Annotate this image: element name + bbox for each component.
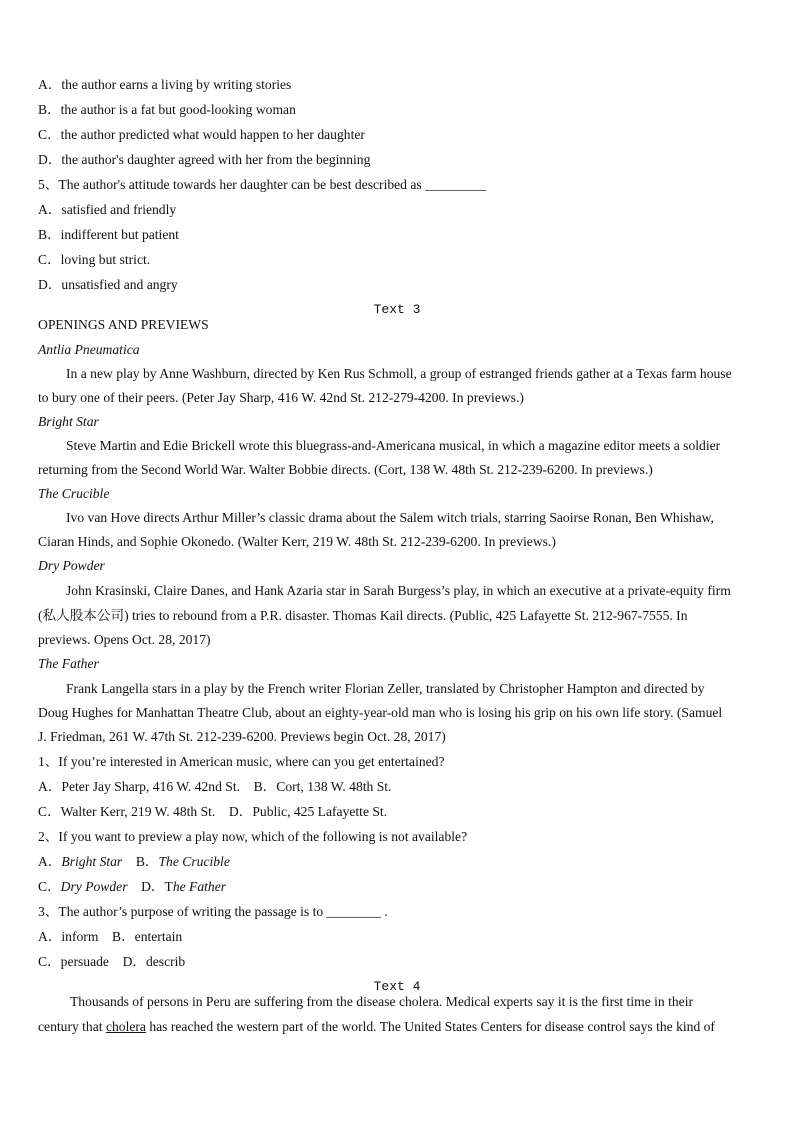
indent-line (66, 366, 732, 382)
text-segment: Ciaran Hinds, and Sophie Okonedo. (Walter Kerr, 219 W. 48th St. 212-239-6200. In previews.) (38, 534, 556, 549)
play-title-line (38, 558, 105, 574)
option-line (38, 252, 150, 268)
text-segment: to bury one of their peers. (Peter Jay Sharp, 416 W. 42nd St. 212-279-4200. In previews.) (38, 390, 524, 405)
italic-text: The Father (38, 656, 99, 671)
indent-line (66, 510, 714, 526)
italic-text: Bright Star (61, 854, 123, 869)
option-line (38, 954, 185, 970)
option-line (38, 929, 182, 945)
play-title-line (38, 656, 99, 672)
text-segment: 2、If you want to preview a play now, which of the following is not available? (38, 829, 468, 844)
text-line (38, 705, 722, 721)
text-segment: B．indifferent but patient (38, 227, 179, 242)
text-segment: D．the author's daughter agreed with her from the beginning (38, 152, 371, 167)
text-segment: Doug Hughes for Manhattan Theatre Club, about an eighty-year-old man who is losing his grip on his own life story. (Samuel (38, 705, 723, 720)
text-segment: 3、The author’s purpose of writing the passage is to ________ . (38, 904, 388, 919)
text-line (38, 1019, 715, 1035)
indent2-line (70, 994, 693, 1010)
play-title-line (38, 342, 140, 358)
option-line (38, 879, 226, 895)
italic-text: The Crucible (38, 486, 110, 501)
text-line (38, 462, 653, 478)
option-line (38, 102, 296, 118)
question-line (38, 754, 445, 770)
text-segment: John Krasinski, Claire Danes, and Hank Azaria star in Sarah Burgess’s play, in which an executive at a private-equity firm (66, 583, 731, 598)
text-segment: 5、The author's attitude towards her daughter can be best described as _________ (38, 177, 487, 192)
text-segment: Ivo van Hove directs Arthur Miller’s classic drama about the Salem witch trials, starring Saoirse Ronan, Ben Whishaw, (66, 510, 714, 525)
text-segment: D．unsatisfied and angry (38, 277, 178, 292)
text-line (38, 608, 688, 624)
question-line (38, 904, 388, 920)
italic-text: Dry Powder (60, 879, 128, 894)
heading-line (38, 317, 209, 333)
text-segment: returning from the Second World War. Walter Bobbie directs. (Cort, 138 W. 48th St. 212-239-6200. In previews.) (38, 462, 653, 477)
italic-text: he Father (172, 879, 227, 894)
text-segment: B． (122, 854, 159, 869)
text-segment: B．the author is a fat but good-looking woman (38, 102, 296, 117)
text-segment: J. Friedman, 261 W. 47th St. 212-239-6200. Previews begin Oct. 28, 2017) (38, 729, 446, 744)
text-segment: previews. Opens Oct. 28, 2017) (38, 632, 211, 647)
text-segment: A． (38, 854, 62, 869)
play-title-line (38, 486, 109, 502)
text-segment: Text 4 (373, 979, 421, 994)
question-line (38, 177, 486, 193)
play-title-line (38, 414, 99, 430)
text-segment: (私人股本公司) tries to rebound from a P.R. disaster. Thomas Kail directs. (Public, 425 Lafayette St. 212-967-7555. In (38, 608, 688, 623)
text-segment: Thousands of persons in Peru are suffering from the disease cholera. Medical experts say it is the first time in their (70, 994, 694, 1009)
text-segment: has reached the western part of the world. The United States Centers for disease control says the kind of (145, 1019, 715, 1034)
option-line (38, 77, 291, 93)
text-line (38, 534, 556, 550)
text-line (38, 390, 524, 406)
text-segment: A．inform B．entertain (38, 929, 183, 944)
text-segment: A．Peter Jay Sharp, 416 W. 42nd St. B．Cort, 138 W. 48th St. (38, 779, 392, 794)
text-segment: D．T (127, 879, 173, 894)
indent-line (66, 681, 705, 697)
title-line (0, 302, 794, 318)
indent-line (66, 583, 731, 599)
text-segment: Text 3 (373, 302, 421, 317)
option-line (38, 277, 178, 293)
option-line (38, 227, 179, 243)
text-segment: A．satisfied and friendly (38, 202, 177, 217)
text-segment: C．persuade D．describ (38, 954, 186, 969)
text-segment: A．the author earns a living by writing stories (38, 77, 292, 92)
option-line (38, 854, 230, 870)
text-segment: Steve Martin and Edie Brickell wrote this bluegrass-and-Americana musical, in which a magazine editor meets a soldier (66, 438, 721, 453)
title-line (0, 979, 794, 995)
italic-text: Bright Star (38, 414, 99, 429)
italic-text: Antlia Pneumatica (38, 342, 140, 357)
question-line (38, 829, 467, 845)
text-segment: 1、If you’re interested in American music, where can you get entertained? (38, 754, 445, 769)
option-line (38, 127, 365, 143)
option-line (38, 152, 370, 168)
option-line (38, 779, 391, 795)
text-segment: C．Walter Kerr, 219 W. 48th St. D．Public, 425 Lafayette St. (38, 804, 388, 819)
text-segment: C．the author predicted what would happen to her daughter (38, 127, 365, 142)
option-line (38, 202, 176, 218)
text-line (38, 729, 446, 745)
text-line (38, 632, 211, 648)
indent-line (66, 438, 720, 454)
text-segment: In a new play by Anne Washburn, directed by Ken Rus Schmoll, a group of estranged friends gather at a Texas farm house (66, 366, 732, 381)
text-segment: century that (38, 1019, 106, 1034)
text-segment: C．loving but strict. (38, 252, 151, 267)
text-segment: OPENINGS AND PREVIEWS (38, 317, 209, 332)
italic-text: Dry Powder (38, 558, 105, 573)
text-segment: C． (38, 879, 61, 894)
text-segment: Frank Langella stars in a play by the French writer Florian Zeller, translated by Christopher Hampton and directed by (66, 681, 705, 696)
underlined-word: cholera (105, 1019, 146, 1034)
italic-text: The Crucible (158, 854, 230, 869)
option-line (38, 804, 387, 820)
